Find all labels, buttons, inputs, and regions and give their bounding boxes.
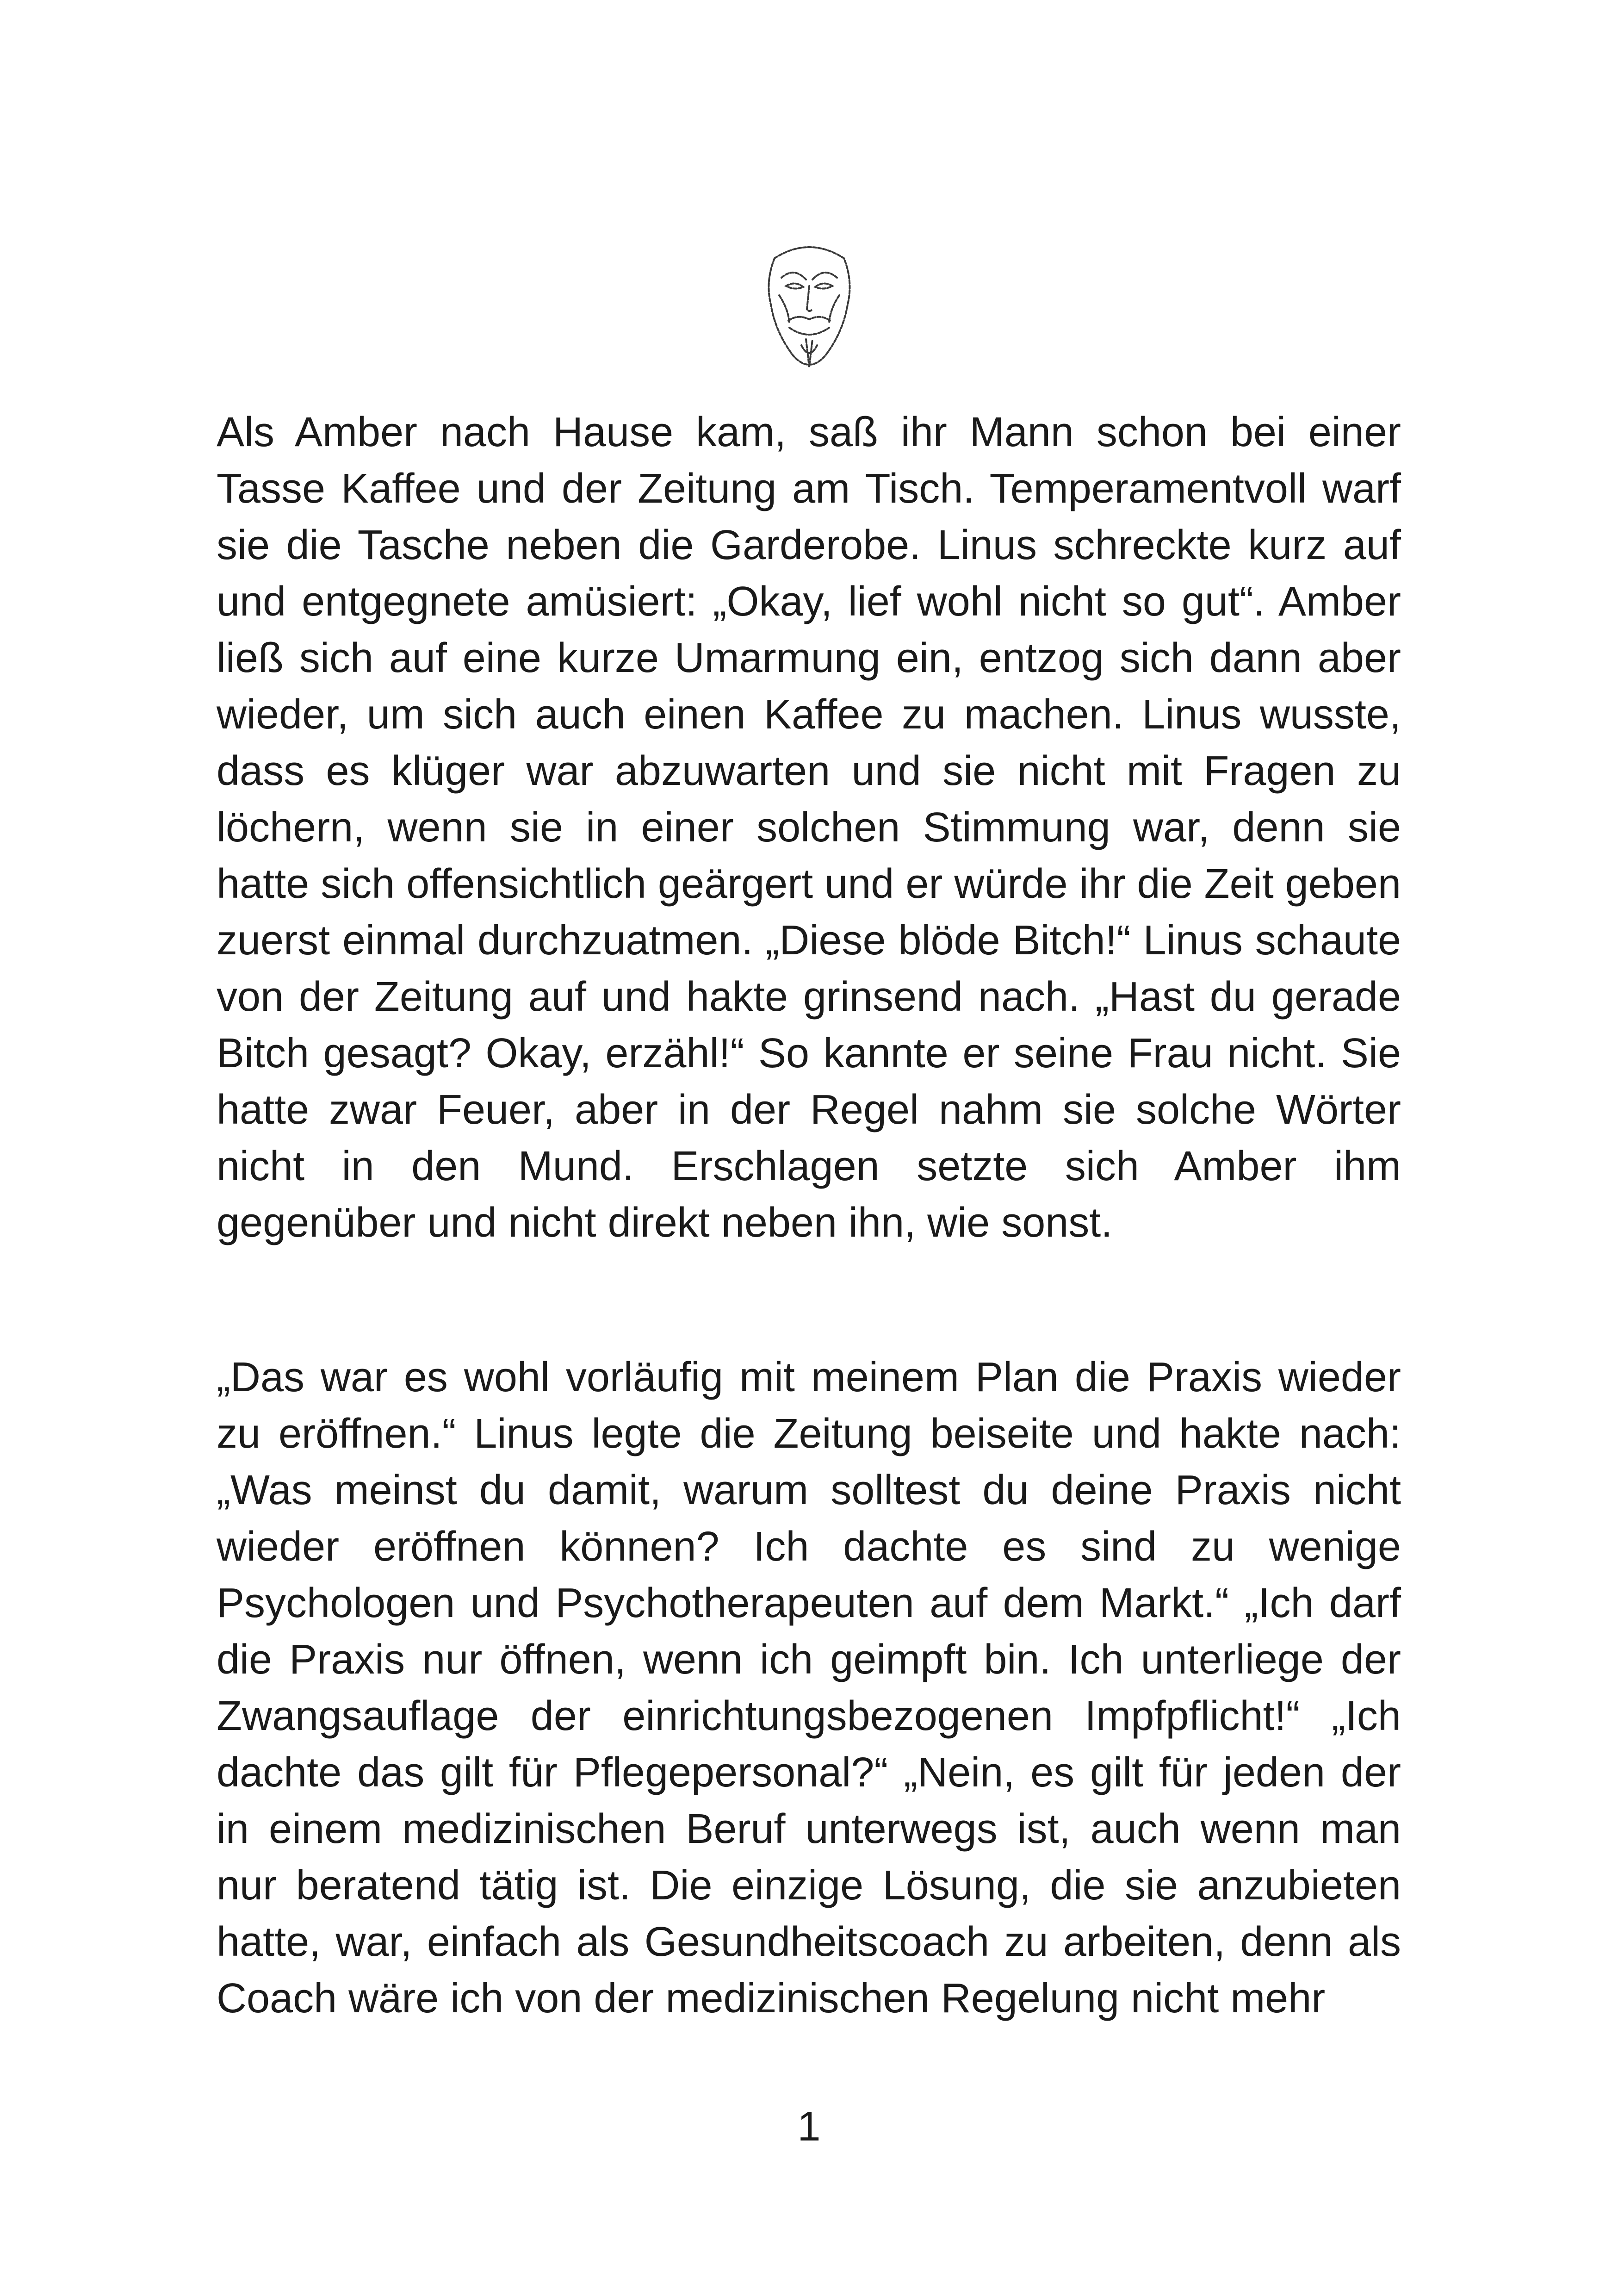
page-number: 1 — [797, 2103, 821, 2150]
guy-fawkes-mask-icon — [761, 240, 858, 374]
body-paragraph: Als Amber nach Hause kam, saß ihr Mann schon bei einer Tasse Kaffee und der Zeitung am Tisch. Temperamentvoll warf sie die Tasche neben die Garderobe. Linus schreckte kurz auf und entgegnete amüsiert: „Okay, lief wohl nicht so gut“. Amber ließ sich auf eine kurze Umarmung ein, entzog sich dann aber wieder, um sich auch einen Kaffee zu machen. Linus wusste, dass es klüger war abzuwarten und sie nicht mit Fragen zu löchern, wenn sie in einer solchen Stimmung war, denn sie hatte sich offensichtlich geärgert und er würde ihr die Zeit geben zuerst einmal durchzuatmen. „Diese blöde Bitch!“ Linus schaute von der Zeitung auf und hakte grinsend nach. „Hast du gerade Bitch gesagt? Okay, erzähl!“ So kannte er seine Frau nicht. Sie hatte zwar Feuer, aber in der Regel nahm sie solche Wörter nicht in den Mund. Erschlagen setzte sich Amber ihm gegenüber und nicht direkt neben ihn, wie sonst. — [217, 409, 1401, 1246]
body-paragraph: „Das war es wohl vorläufig mit meinem Plan die Praxis wieder zu eröffnen.“ Linus legte die Zeitung beiseite und hakte nach: „Was meinst du damit, warum solltest du deine Praxis nicht wieder eröffnen können? Ich dachte es sind zu wenige Psychologen und Psychotherapeuten auf dem Markt.“ „Ich darf die Praxis nur öffnen, wenn ich geimpft bin. Ich unterliege der Zwangsauflage der einrichtungsbezogenen Impfpflicht!“ „Ich dachte das gilt für Pflegepersonal?“ „Nein, es gilt für jeden der in einem medizinischen Beruf unterwegs ist, auch wenn man nur beratend tätig ist. Die einzige Lösung, die sie anzubieten hatte, war, einfach als Gesundheitscoach zu arbeiten, denn als Coach wäre ich von der medizinischen Regelung nicht mehr — [217, 1354, 1401, 2022]
